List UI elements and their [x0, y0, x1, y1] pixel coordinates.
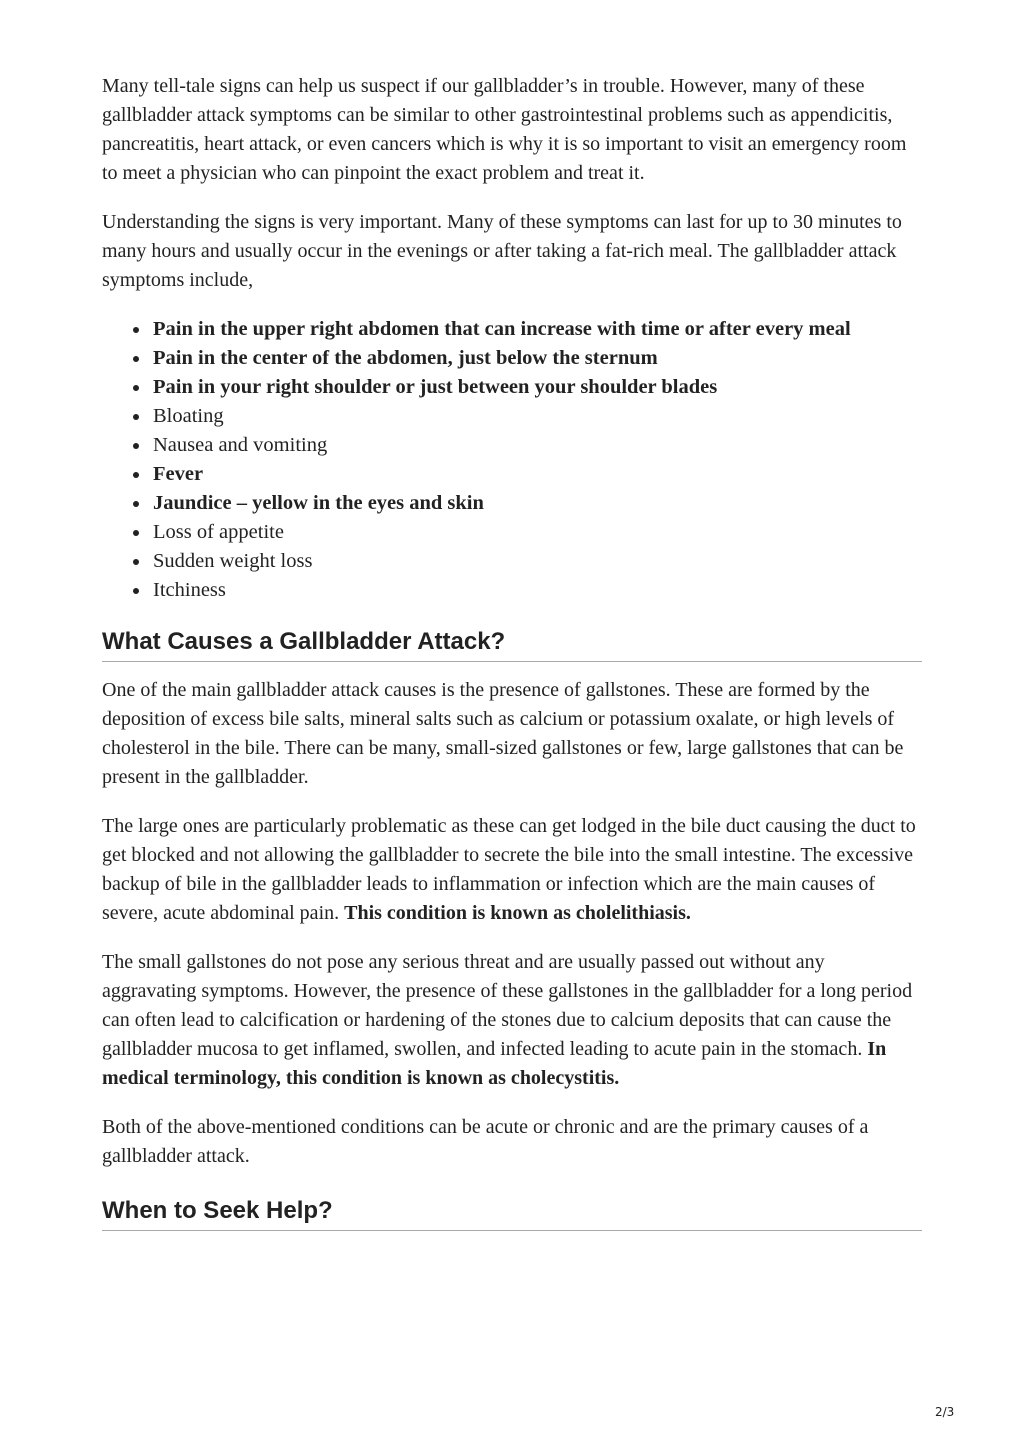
list-item: Bloating: [153, 402, 922, 431]
intro-paragraph-2: Understanding the signs is very important. Many of these symptoms can last for up to 30 minutes to many hours and usually occur in the evenings or after taking a fat-rich meal. The gallbladder attack symptoms include,: [102, 211, 902, 291]
document-page: [102, 72, 922, 1245]
causes-paragraph-1: One of the main gallbladder attack causes is the presence of gallstones. These are formed by the deposition of excess bile salts, mineral salts such as calcium or potassium oxalate, or high levels of cholesterol in the bile. There can be many, small-sized gallstones or few, large gallstones that can be present in the gallbladder.: [102, 679, 904, 788]
causes-paragraph-3-text: The small gallstones do not pose any serious threat and are usually passed out without any aggravating symptoms. However, the presence of these gallstones in the gallbladder for a long period can often lead to calcification or hardening of the stones due to calcium deposits that can cause the gallbladder mucosa to get inflamed, swollen, and infected leading to acute pain in the stomach.: [102, 951, 913, 1060]
list-item: Pain in the upper right abdomen that can increase with time or after every meal: [153, 315, 922, 344]
cholecystitis-note: In medical terminology, this condition is known as cholecystitis.: [102, 1038, 887, 1089]
list-item: Fever: [153, 460, 922, 489]
causes-paragraph-2: [102, 812, 922, 928]
intro-paragraph-1: Many tell-tale signs can help us suspect if our gallbladder’s in trouble. However, many of these gallbladder attack symptoms can be similar to other gastrointestinal problems such as appendicitis, pancreatitis, heart attack, or even cancers which is why it is so important to visit an emergency room to meet a physician who can pinpoint the exact problem and treat it.: [102, 75, 907, 184]
page-number: 2/3: [935, 1405, 955, 1419]
list-item: Sudden weight loss: [153, 547, 922, 576]
symptoms-list: [102, 315, 922, 605]
causes-paragraph-4: Both of the above-mentioned conditions can be acute or chronic and are the primary causes of a gallbladder attack.: [102, 1116, 869, 1167]
cholelithiasis-note: This condition is known as cholelithiasis.: [344, 902, 691, 924]
list-item: Jaundice – yellow in the eyes and skin: [153, 489, 922, 518]
list-item: Nausea and vomiting: [153, 431, 922, 460]
seek-help-heading: When to Seek Help?: [102, 1197, 922, 1231]
causes-heading: What Causes a Gallbladder Attack?: [102, 628, 922, 662]
list-item: Itchiness: [153, 576, 922, 605]
list-item: Pain in the center of the abdomen, just below the sternum: [153, 344, 922, 373]
causes-paragraph-3: [102, 948, 922, 1093]
list-item: Loss of appetite: [153, 518, 922, 547]
causes-paragraph-2-text: The large ones are particularly problematic as these can get lodged in the bile duct causing the duct to get blocked and not allowing the gallbladder to secrete the bile into the small intestine. The excessive backup of bile in the gallbladder leads to inflammation or infection which are the main causes of severe, acute abdominal pain.: [102, 815, 916, 924]
list-item: Pain in your right shoulder or just between your shoulder blades: [153, 373, 922, 402]
